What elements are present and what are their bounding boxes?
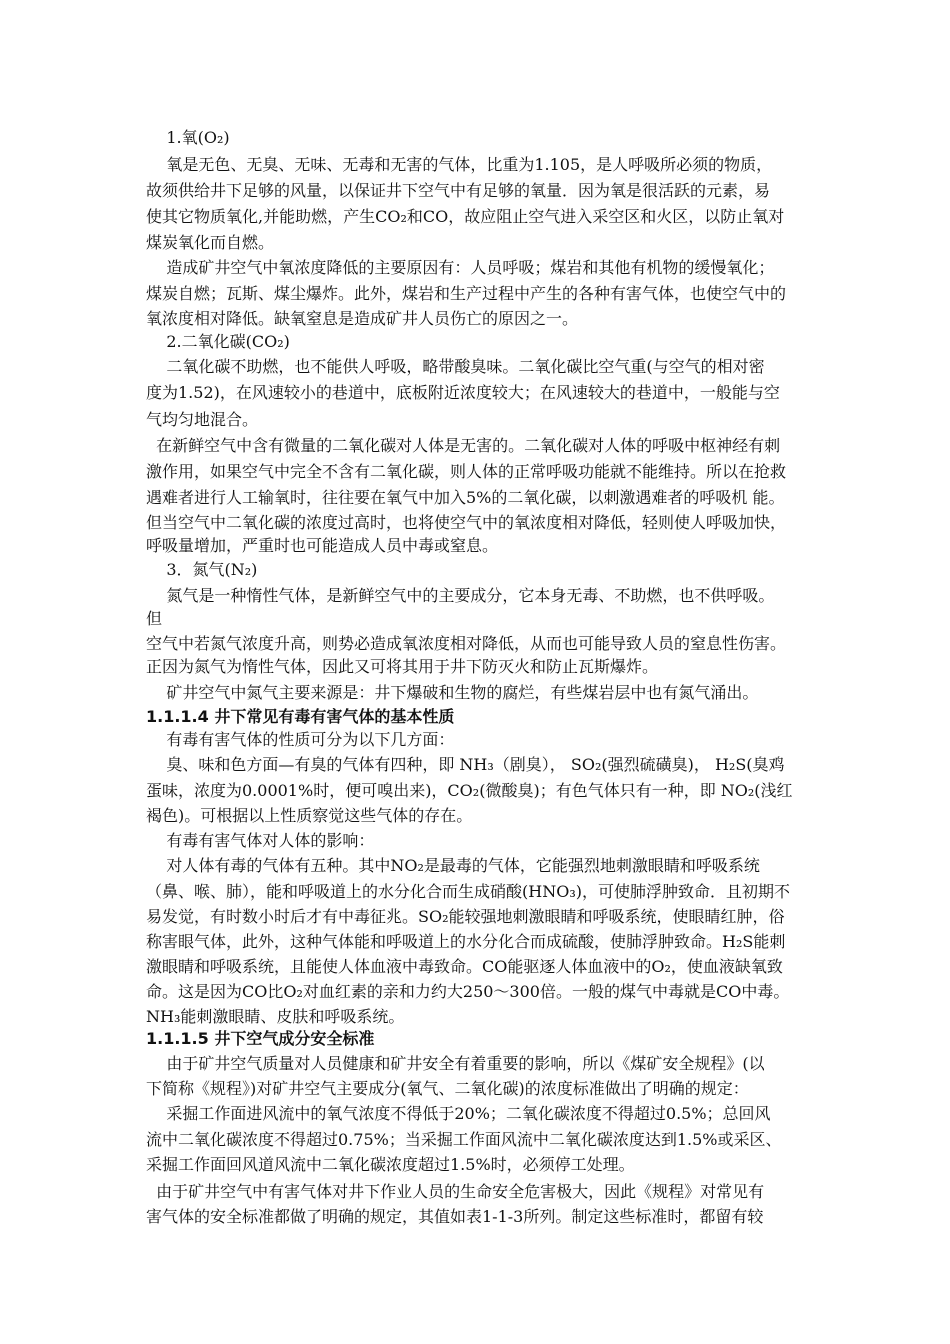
text-line: 但当空气中二氧化碳的浓度过高时，也将使空气中的氧浓度相对降低，轻则使人呼吸加快， <box>146 513 787 532</box>
text-line: 煤炭自燃；瓦斯、煤尘爆炸。此外，煤岩和生产过程中产生的各种有害气体，也使空气中的 <box>146 284 787 303</box>
text-line: 下简称《规程》)对矿井空气主要成分(氧气、二氧化碳)的浓度标准做出了明确的规定： <box>146 1079 749 1098</box>
text-line: 易发觉，有时数小时后才有中毒征兆。SO₂能较强地刺激眼睛和呼吸系统，使眼睛红肿，俗 <box>146 907 785 926</box>
text-line: 由于矿井空气中有害气体对井下作业人员的生命安全危害极大，因此《规程》对常见有 <box>146 1182 765 1201</box>
text-line: 由于矿井空气质量对人员健康和矿井安全有着重要的影响，所以《煤矿安全规程》(以 <box>146 1054 765 1073</box>
text-line: 造成矿井空气中氧浓度降低的主要原因有：人员呼吸；煤岩和其他有机物的缓慢氧化； <box>146 258 775 277</box>
text-line: 二氧化碳不助燃，也不能供人呼吸，略带酸臭味。二氧化碳比空气重(与空气的相对密 <box>146 357 765 376</box>
text-line: 采掘工作面进风流中的氧气浓度不得低于20%；二氧化碳浓度不得超过0.5%；总回风 <box>146 1104 771 1123</box>
text-line: 激作用，如果空气中完全不含有二氧化碳，则人体的正常呼吸功能就不能维持。所以在抢救 <box>146 462 787 481</box>
text-line: 有毒有害气体对人体的影响： <box>146 831 375 850</box>
text-line: 称害眼气体，此外，这种气体能和呼吸道上的水分化合而成硫酸，使肺浮肿致命。H₂S能刺 <box>146 932 786 951</box>
text-line: 使其它物质氧化,并能助燃，产生CO₂和CO，故应阻止空气进入采空区和火区，以防止氧对 <box>146 207 785 226</box>
text-line: 故须供给井下足够的风量，以保证井下空气中有足够的氧量．因为氧是很活跃的元素，易 <box>146 181 771 200</box>
text-line: 采掘工作面回风道风流中二氧化碳浓度超过1.5%时，必须停工处理。 <box>146 1155 635 1174</box>
text-line: 度为1.52)，在风速较小的巷道中，底板附近浓度较大；在风速较大的巷道中，一般能与空 <box>146 383 780 402</box>
text-line: 煤炭氧化而自燃。 <box>146 233 275 252</box>
text-line: 对人体有毒的气体有五种。其中NO₂是最毒的气体，它能强烈地刺激眼睛和呼吸系统 <box>146 856 760 875</box>
text-line: 矿井空气中氮气主要来源是：井下爆破和生物的腐烂，有些煤岩层中也有氮气涌出。 <box>146 683 759 702</box>
text-line: 氧浓度相对降低。缺氧窒息是造成矿井人员伤亡的原因之一。 <box>146 309 579 328</box>
heading-oxygen: 1.氧(O₂) <box>146 128 230 147</box>
heading-nitrogen: 3．氮气(N₂) <box>146 560 258 579</box>
text-line: 臭、味和色方面—有臭的气体有四种，即 NH₃（剧臭）， SO₂(强烈硫磺臭)， H₂S(臭鸡 <box>146 755 785 774</box>
text-line: 有毒有害气体的性质可分为以下几方面： <box>146 730 455 749</box>
text-line: 气均匀地混合。 <box>146 410 259 429</box>
text-line: 激眼睛和呼吸系统，且能使人体血液中毒致命。CO能驱逐人体血液中的O₂，使血液缺氧致 <box>146 957 783 976</box>
text-line: 命。这是因为CO比O₂对血红素的亲和力约大250～300倍。一般的煤气中毒就是CO中毒。 <box>146 982 790 1001</box>
text-line: NH₃能刺激眼睛、皮肤和呼吸系统。 <box>146 1007 405 1026</box>
text-line: 蛋味，浓度为0.0001%时，便可嗅出来)，CO₂(微酸臭)；有色气体只有一种，即 NO₂(浅红 <box>146 781 793 800</box>
section-heading-1-1-1-5: 1.1.1.5 井下空气成分安全标准 <box>146 1029 375 1048</box>
text-line: 正因为氮气为惰性气体，因此又可将其用于井下防灭火和防止瓦斯爆炸。 <box>146 657 659 676</box>
text-line: 氧是无色、无臭、无味、无毒和无害的气体，比重为1.105，是人呼吸所必须的物质， <box>146 155 773 174</box>
text-line: 但 <box>146 609 163 628</box>
text-line: 呼吸量增加，严重时也可能造成人员中毒或窒息。 <box>146 536 499 555</box>
text-line: 空气中若氮气浓度升高，则势必造成氧浓度相对降低，从而也可能导致人员的窒息性伤害。 <box>146 634 787 653</box>
text-line: （鼻、喉、肺），能和呼吸道上的水分化合而生成硝酸(HNO₃)，可使肺浮肿致命．且初期不 <box>146 882 790 901</box>
text-line: 流中二氧化碳浓度不得超过0.75%；当采掘工作面风流中二氧化碳浓度达到1.5%或采区、 <box>146 1130 782 1149</box>
heading-carbon-dioxide: 2.二氧化碳(CO₂) <box>146 332 290 351</box>
section-heading-1-1-1-4: 1.1.1.4 井下常见有毒有害气体的基本性质 <box>146 707 455 726</box>
text-line: 氮气是一种惰性气体，是新鲜空气中的主要成分，它本身无毒、不助燃，也不供呼吸。 <box>146 586 775 605</box>
text-line: 在新鲜空气中含有微量的二氧化碳对人体是无害的。二氧化碳对人体的呼吸中枢神经有刺 <box>146 436 781 455</box>
text-line: 褐色)。可根据以上性质察觉这些气体的存在。 <box>146 806 473 825</box>
text-line: 遇难者进行人工输氧时，往往要在氧气中加入5%的二氧化碳，以刺激遇难者的呼吸机 能。 <box>146 488 785 507</box>
text-line: 害气体的安全标准都做了明确的规定，其值如表1-1-3所列。制定这些标准时，都留有较 <box>146 1207 764 1226</box>
